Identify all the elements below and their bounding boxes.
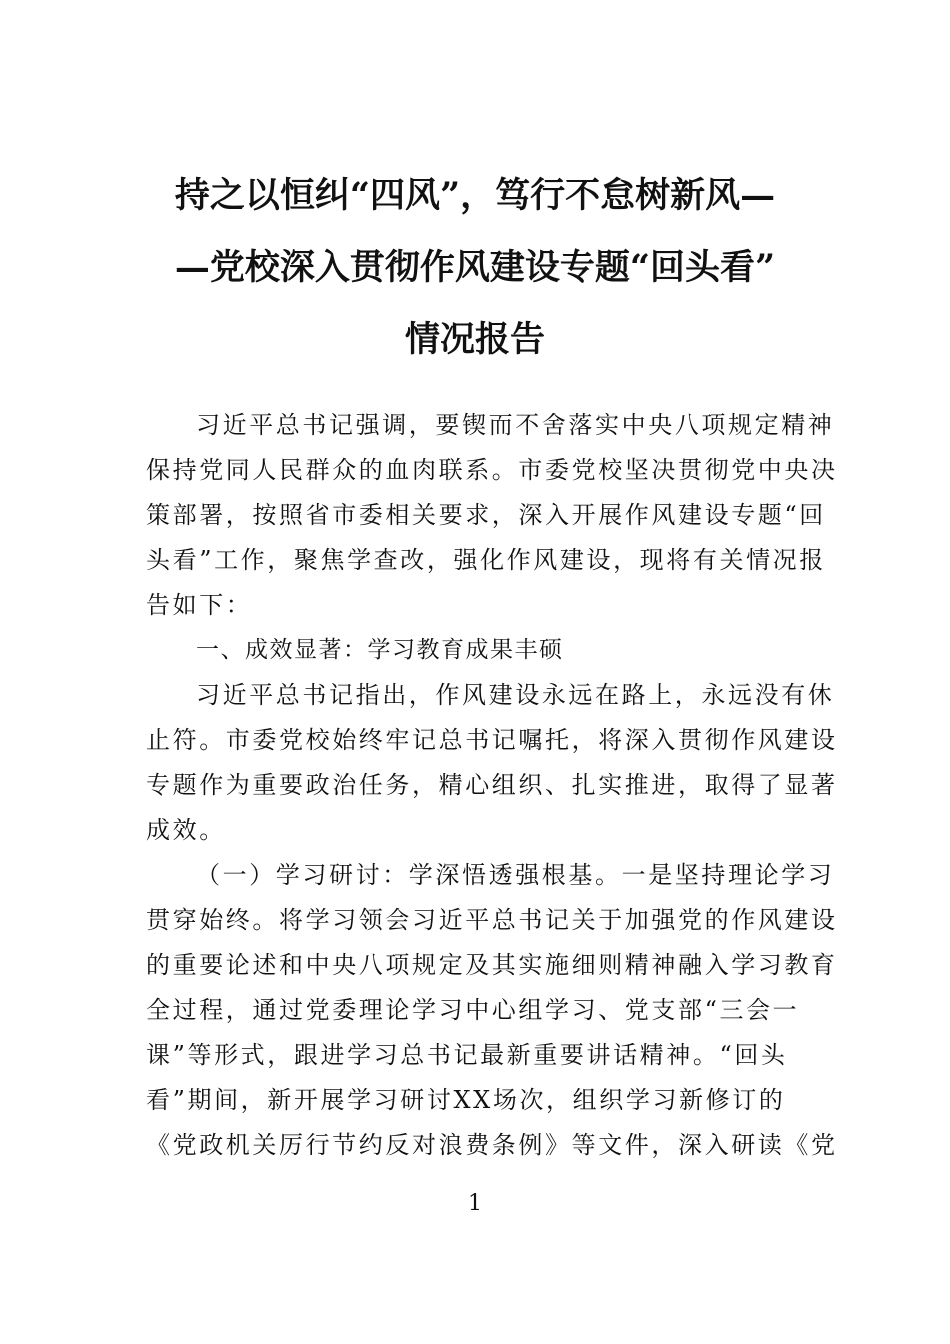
title-line-1: 持之以恒纠“四风”，笃行不怠树新风—	[174, 175, 776, 216]
subsection1-paragraph	[146, 853, 838, 1168]
text-line: 全过程，通过党委理论学习中心组学习、党支部“三会一	[146, 996, 800, 1024]
document-body	[146, 403, 838, 1168]
section1-paragraph	[146, 673, 838, 853]
text-line: 《党政机关厉行节约反对浪费条例》等文件，深入研读《党	[146, 1131, 838, 1159]
text-line: 课”等形式，跟进学习总书记最新重要讲话精神。“回头	[146, 1041, 788, 1069]
title-line-3: 情况报告	[404, 319, 545, 360]
section-heading-1: 一、成效显著：学习教育成果丰硕	[196, 637, 564, 663]
title-line-2: —党校深入贯彻作风建设专题“回头看”	[174, 247, 776, 288]
text-line: 成效。	[146, 816, 226, 844]
document-title	[0, 160, 950, 376]
text-line: 看”期间，新开展学习研讨XX场次，组织学习新修订的	[146, 1086, 786, 1114]
text-line: 习近平总书记强调，要锲而不舍落实中央八项规定精神	[196, 411, 835, 439]
text-line: 告如下：	[146, 591, 253, 619]
text-line: 专题作为重要政治任务，精心组织、扎实推进，取得了显著	[146, 771, 838, 799]
text-line: 头看”工作，聚焦学查改，强化作风建设，现将有关情况报	[146, 546, 826, 574]
text-line: 保持党同人民群众的血肉联系。市委党校坚决贯彻党中央决	[146, 456, 838, 484]
text-line: （一）学习研讨：学深悟透强根基。一是坚持理论学习	[196, 861, 835, 889]
text-line: 的重要论述和中央八项规定及其实施细则精神融入学习教育	[146, 951, 838, 979]
page-number: 1	[468, 1191, 482, 1216]
text-line: 习近平总书记指出，作风建设永远在路上，永远没有休	[196, 681, 835, 709]
intro-paragraph	[146, 403, 838, 628]
text-line: 策部署，按照省市委相关要求，深入开展作风建设专题“回	[146, 501, 826, 529]
text-line: 贯穿始终。将学习领会习近平总书记关于加强党的作风建设	[146, 906, 838, 934]
text-line: 止符。市委党校始终牢记总书记嘱托，将深入贯彻作风建设	[146, 726, 838, 754]
